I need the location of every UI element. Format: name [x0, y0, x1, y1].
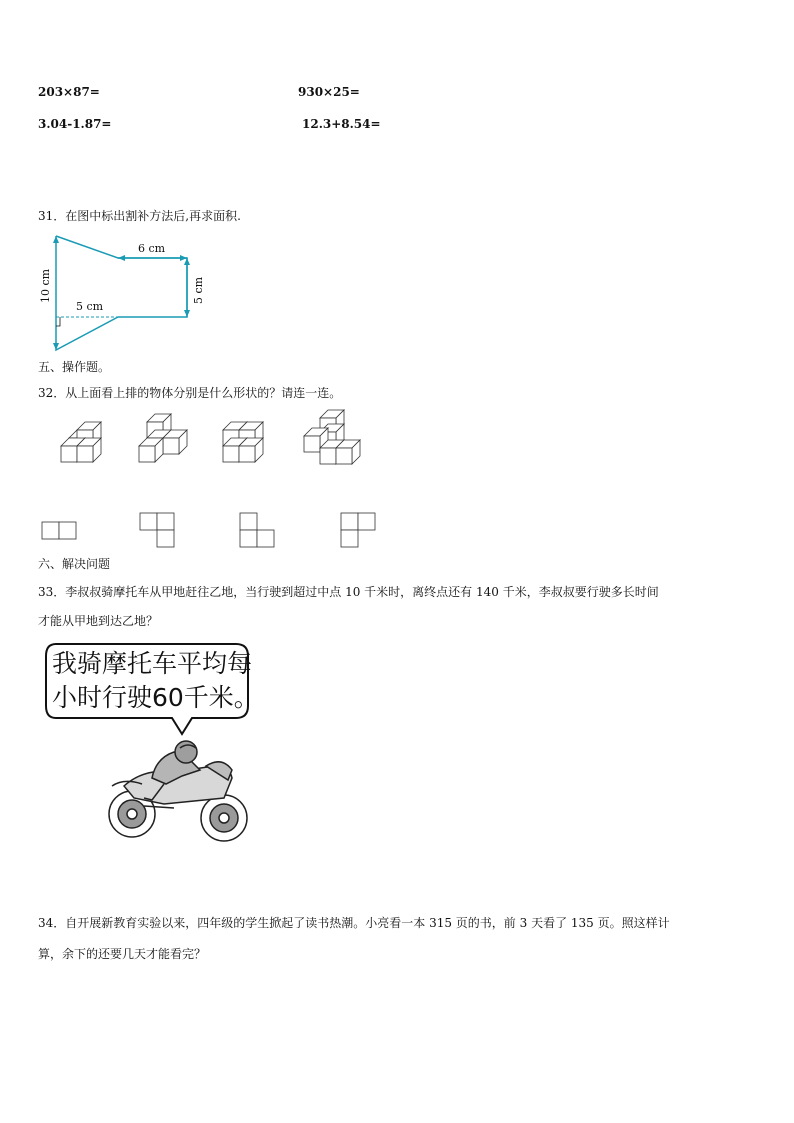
label-5cm-bottom: 5 cm [76, 300, 104, 313]
cube-group-3 [223, 422, 263, 462]
calc-12.3+8.54: 12.3+8.54= [302, 117, 381, 131]
top-view-4 [341, 513, 375, 547]
trapezoid-figure [30, 228, 220, 358]
cube-groups [55, 410, 365, 470]
question-34-line1: 34．自开展新教育实验以来，四年级的学生掀起了读书热潮。小亮看一本 315 页的书，前 3 天看了 135 页。照这样计 [38, 916, 670, 930]
cube-group-1 [61, 422, 101, 462]
top-view-3 [240, 513, 274, 547]
motorcycle-rider-illustration [104, 738, 254, 844]
question-31-text: 31．在图中标出割补方法后,再求面积. [38, 209, 241, 223]
label-10cm: 10 cm [39, 268, 52, 303]
calc-203x87: 203×87= [38, 85, 100, 99]
section-5-heading: 五、操作题。 [38, 360, 111, 374]
bubble-line-2: 小时行驶60千米。 [52, 683, 259, 712]
top-view-shapes [38, 510, 383, 555]
top-view-2 [140, 513, 174, 547]
calc-3.04-1.87: 3.04-1.87= [38, 117, 112, 131]
top-view-1 [42, 522, 76, 539]
question-34-line2: 算，余下的还要几天才能看完？ [38, 947, 207, 961]
label-6cm: 6 cm [138, 242, 166, 255]
cube-group-4 [304, 410, 360, 464]
question-33-line1: 33．李叔叔骑摩托车从甲地赶往乙地，当行驶到超过中点 10 千米时，离终点还有 140 千米，李叔叔要行驶多长时间 [38, 585, 659, 599]
bubble-line-1: 我骑摩托车平均每 [52, 649, 253, 678]
calc-930x25: 930×25= [298, 85, 360, 99]
question-32-text: 32．从上面看上排的物体分别是什么形状的？请连一连。 [38, 386, 342, 400]
cube-group-2 [139, 414, 187, 462]
label-5cm-right: 5 cm [192, 276, 205, 304]
section-6-heading: 六、解决问题 [38, 557, 111, 571]
question-33-line2: 才能从甲地到达乙地？ [38, 614, 159, 628]
